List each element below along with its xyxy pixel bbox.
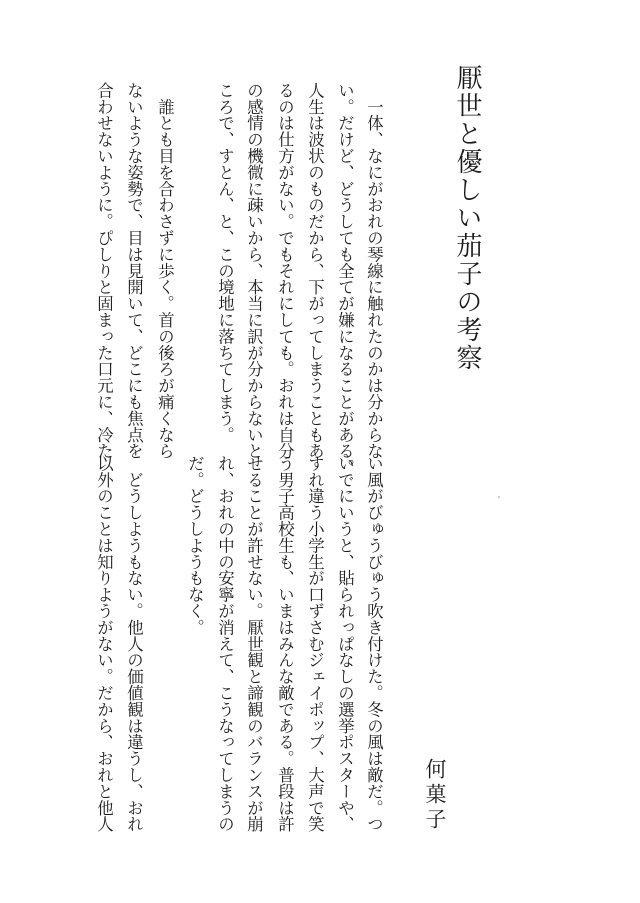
text-line: ないような姿勢で、目は見開いて、どこにも焦点を: [124, 82, 144, 460]
text-line: れ、おれの中の安寧が消えて、こうなってしまうの: [215, 455, 235, 833]
text-line: 合わせないように。ぴしりと固まった口元に、冷た: [94, 82, 114, 460]
text-line: すれ違う小学生が口ずさむジェイポップ、大声で笑: [305, 455, 325, 833]
text-line: るのは仕方がない。でもそれにしても。おれは自分: [275, 82, 295, 460]
text-line: 人生は波状のものだから、下がってしまうこともあ: [305, 82, 325, 460]
text-line: い。だけど、どうしても全てが嫌になることがある。: [335, 82, 355, 476]
text-line: ころで、すとん、と、この境地に落ちてしまう。: [215, 82, 235, 443]
text-line: いでにいうと、貼られっぱなしの選挙ポスターや、: [335, 455, 355, 833]
story-title: 厭世と優しい茄子の考察: [452, 64, 482, 372]
text-line: う男子高校生も、いまはみんな敵である。普段は許: [275, 455, 295, 833]
text-line: だ。どうしようもなく。: [185, 455, 205, 636]
text-line: 一体、なにがおれの琴線に触れたのかは分からな: [364, 82, 384, 460]
author-name: 何菓子: [423, 758, 447, 833]
text-line: の感情の機微に疎いから、本当に訳が分からないと: [244, 82, 264, 460]
text-line: せることが許せない。厭世観と諦観のバランスが崩: [244, 455, 264, 833]
speck-mark: [498, 496, 500, 498]
text-line: どうしようもない。他人の価値観は違うし、おれ: [124, 455, 144, 833]
text-line: 誰とも目を合わさずに歩く。首の後ろが痛くなら: [155, 82, 175, 460]
text-line: い風がびゅうびゅう吹き付けた。冬の風は敵だ。つ: [364, 455, 384, 833]
text-line: 以外のことは知りようがない。だから、おれと他人: [94, 455, 114, 833]
